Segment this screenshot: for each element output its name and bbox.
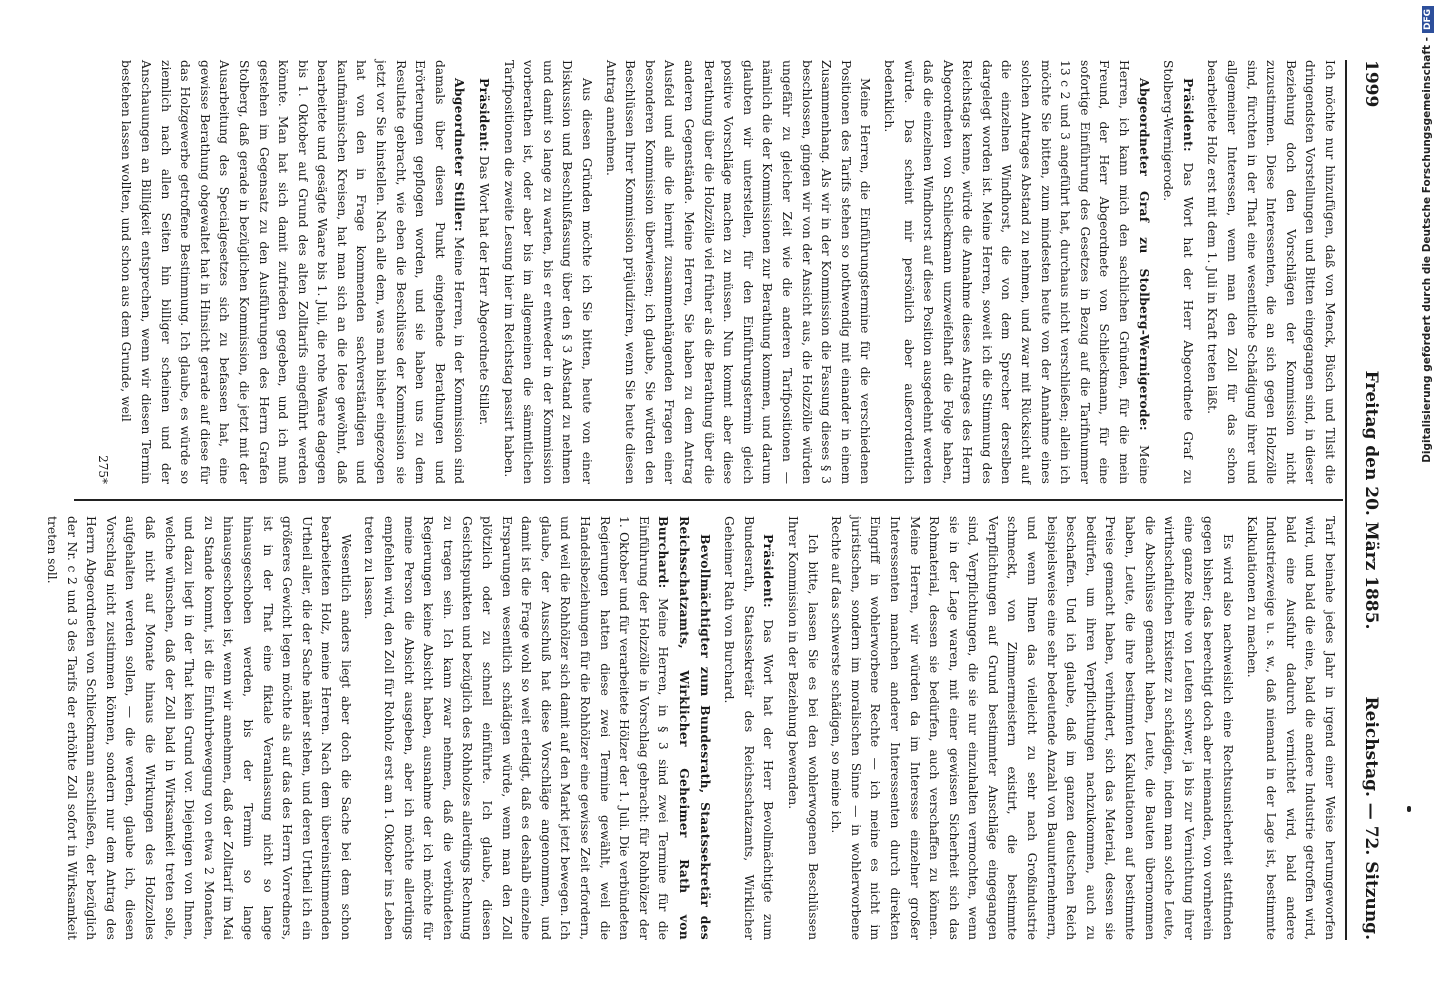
text-paragraph: Meine Herren, die Einführungstermine für die verschiedenen Positionen des Tarifs stehen so nothwendig mit einander in einem Zusammenhang. Als wir in der Kommission die Fassung dieses § 3 beschlossen, gingen wir von der Ansicht aus, die Holzzölle würden ungefähr zu gleicher Zeit wie die anderen Tarifpositionen — nämlich die der Kommissionen zur Berathung kommen, und darum glaubten wir unterstellen, für den Einführungstermin gleich positive Vorschläge machen zu müssen. Nun kommt aber diese Berathung über die Holzzölle viel früher als die Berathung über die anderen Gegenstände. Meine Herren, Sie haben zu dem Antrag Ausfeld und alle die hiermit zusammenhängenden Fragen einer besonderen Kommission überwiesen; ich glaube, Sie würden den Beschlüssen Ihrer Kommission präjudiziren, wenn Sie heute diesen Antrag annehmen.	[603, 60, 873, 484]
digitization-credit	[1421, 6, 1433, 996]
text-paragraph: Es wird also nachweislich eine Rechtsunsicherheit stattfinden gegen bisher; das berechtigt doch aber niemanden, von vornherein eine ganze Reihe von Leuten schwer, ja bis zur Vernichtung ihrer wirthschaftlichen Existenz zu schädigen, indem man solche Leute, die Abschlüsse gemacht haben, Leute, die Bauten übernommen haben, Leute, die ihre bestimmten Kalkulationen auf bestimmte Preise gemacht haben, verhindert, sich das Material, dessen sie bedürfen, um ihren Verpflichtungen nachzukommen, auch zu beschaffen. Und ich glaube, daß im ganzen deutschen Reich beispielsweise eine sehr bedeutende Anzahl von Bauunternehmern, und wenn Ihnen das vielleicht zu sehr nach Großindustrie schmeckt, von Zimmermeistern existirt, die bestimmte Verpflichtungen auf Grund bestimmter Anschläge eingegangen sind, Verpflichtungen, die sie nur einzuhalten vermochten, wenn sie in der Lage waren, mit einer gewissen Sicherheit sich das Rohmaterial, dessen sie bedürfen, auch verschaffen zu können. Meine Herren, wir würden da im Interesse einzelner großer Interessenten manchen anderer Interessenten durch direkten Eingriff in wohlerworbene Rechte — ich meine es nicht im juristischen, sondern im moralischen Sinne — in wohlerworbene Rechte auf das schwerste schädigen, so meine ich.	[829, 516, 1236, 940]
text-column-right	[45, 516, 1339, 940]
speaker-name: Abgeordneter Graf zu Stolberg-Wernigerode:	[1136, 78, 1152, 431]
speech-text: Meine Herren, ich kann mich den sachlichen Gründen, für die mein Freund, der Herr Abgeordnete von Schlieckmann, für eine sofortige Einführung des Gesetzes in Bezug auf die Tarifnummer 13 c 2 und 3 angeführt hat, durchaus nicht verschließen; allein ich möchte Sie bitten, zum mindesten heute von der Annahme eines solchen Antrages Abstand zu nehmen, und zwar mit Rücksicht auf die einzelnen Windhorst, die von dem Sprecher derselben dargelegt worden ist. Meine Herren, soweit ich die Stimmung des Reichstags kenne, würde die Annahme dieses Antrages des Herrn Abgeordneten von Schlieckmann unzweifelhaft die Folge haben, daß die einzelnen Windhorst auf diese Position ausgedehnt werden würde. Das scheint mir persönlich aber außerordentlich bedenklich.	[881, 60, 1151, 484]
speaker-name: Präsident:	[761, 534, 777, 608]
scan-speck	[1407, 806, 1411, 812]
speech-text: Das Wort hat der Herr Bevollmächtigte zum Bundesrath, Staatssekretär des Reichsschatzamts, Wirklicher Geheimer Rath von Burchard.	[722, 516, 776, 940]
credit-text: Digitalisierung gefördert durch die Deutsche Forschungsgemeinschaft -	[1421, 37, 1433, 463]
speech-text: Meine Herren, in § 3 sind zwei Termine für die Einführung der Holzzölle in Vorschlag gebracht: für Rohhölzer der 1. Oktober und für verarbeitete Hölzer der 1. Juli. Die verbündeten Regierungen hatten diese zwei Termine gewählt, weil die Handelsbeziehungen für die Rohhölzer eine gewisse Zeit erfordern, und weil die Rohhölzer sich damit auf den Markt jetzt bewegen. Ich glaube, der Ausschuß hat diese Vorschläge angenommen, und damit ist die Frage wohl so weit erledigt, daß es deshalb einzelne Ersparungen wesentlich schädigen würde, wenn man den Zoll plötzlich oder zu schnell einführte. Ich glaube, diesen Gesichtspunkten und bezüglich des Rohholzes allerdings Rechnung zu tragen sein. Ich kann zwar nehmen, daß die verbündeten Regierungen keine Absicht haben, ausnahme der ich möchte für meine Person die Absicht ausgeben, aber ich möchte allerdings empfehlen wird, den Zoll für Rohholz erst am 1. Oktober ins Leben treten zu lassen.	[362, 516, 671, 940]
speech-paragraph	[878, 60, 1153, 484]
sheet-signature: 275*	[95, 455, 110, 484]
speech-paragraph	[116, 60, 470, 484]
header-rule	[1345, 60, 1347, 940]
page-number: 1999	[1361, 60, 1381, 108]
column-divider	[74, 499, 1343, 501]
speaker-name: Präsident:	[1180, 78, 1196, 152]
speaker-name: Abgeordneter Stiller:	[452, 78, 468, 232]
speech-text: Meine Herren, in der Kommission sind damals über diesen Punkt eingehende Berathungen und Erörterungen gepflogen worden, und sie haben uns zu dem Resultate gebracht, wie eben die Beschlüsse der Kommission sie jetzt vor Sie hinstellen. Nach alle dem, was man bisher eingezogen hat von den in Frage kommenden sachverständigen und kaufmännischen Kreisen, hat man sich an die Idee gewöhnt, daß bearbeitete und gesägte Waare bis 1. Juli, die rohe Waare dagegen bis 1. Oktober auf Grund des alten Zolltarifs eingeführt werden könnte. Man hat sich damit zufrieden gegeben, und ich muß gestehen im Gegensatz zu den Ausführungen des Herrn Grafen Stolberg, daß gerade in bezüglichen Kommission, die jetzt mit der Ausarbeitung des Specialgesetzes sich zu befassen hat, eine gewisse Berathung obgewaltet hat in Hinsicht gerade auf diese für das Holzgewerbe getroffene Bestimmung. Ich glaube, es würde so ziemlich nach allen Seiten hin billiger scheinen und der Anschauungen an Billigkeit entsprechen, wenn wir diesen Termin bestehen lassen wollten, und schon aus dem Grunde, weil	[119, 60, 467, 484]
text-paragraph: Ich bitte, lassen Sie es bei den wohlerwogenen Beschlüssen Ihrer Kommission in der Beziehung bewenden.	[785, 516, 820, 940]
page-header	[1351, 60, 1385, 940]
page-date: Freitag den 20. März 1885.	[1361, 370, 1381, 630]
text-paragraph: Aus diesen Gründen möchte ich Sie bitten, heute von einer Diskussion und Beschlußfassung über den § 3 Abstand zu nehmen und damit so lange zu warten, bis er entweder in der Kommission vorberathen ist, oder aber bis im allgemeinen die sämmtlichen Tarifpositionen die zweite Lesung hier im Reichstag passirt haben.	[501, 60, 595, 484]
speech-text: Das Wort hat der Herr Abgeordnete Stiller.	[477, 155, 492, 426]
dfg-logo: DFG	[1422, 6, 1434, 33]
speech-text: Das Wort hat der Herr Abgeordnete Graf zu Stolberg-Wernigerode.	[1161, 60, 1195, 484]
speaker-name: Bevollmächtigter zum Bundesrath, Staatssekretär des Reichsschatzamts, Wirklicher Geheimer Rath von Burchard:	[656, 516, 713, 940]
text-column-left	[70, 60, 1339, 484]
speech-paragraph	[719, 516, 779, 940]
speaker-name: Präsident:	[477, 78, 493, 152]
text-paragraph: Tarif beinahe jedes Jahr in irgend einer Weise herumgeworfen wird, und bald die eine, bald die andere Industrie getroffen wird, bald eine Ausfuhr dadurch vernichtet wird, bald andere Industriezweige u. s. w., daß niemand in der Lage ist, bestimmte Kalkulationen zu machen.	[1244, 516, 1337, 940]
text-paragraph: Ich möchte nur hinzufügen, daß von Menck, Büsch und Tilsit die dringendsten Vorstellungen und Bitten eingegangen sind, in dieser Beziehung doch den Vorschlägen der Kommission nicht zuzustimmen. Diese Interessenten, die an sich gegen Holzzölle sind, fürchten in der That eine wesentliche Schädigung ihrer und allgemeiner Interessen, wenn man den Zoll für das schon bearbeitete Holz erst mit dem 1. Juli in Kraft treten läßt.	[1205, 60, 1337, 484]
speech-paragraph	[1158, 60, 1198, 484]
speech-paragraph	[359, 516, 715, 940]
text-paragraph: Wesentlich anders liegt aber doch die Sache bei dem schon bearbeiteten Holz, meine Herren. Nach dem übereinstimmenden Urtheil aller, die der Sache näher stehen, und deren Urtheil ich ein größeres Gewicht legen möchte als auf das des Herrn Vorredners, ist in der That eine fiktale Veranlassung nicht so lange hinausgeschoben werden, bis der Termin so lange hinausgeschoben ist, wenn wir annehmen, daß der Zolltarif im Mai zu Stande kommt, ist die Einfuhrbewegung von etwa 2 Monaten, und dazu liegt in der That kein Grund vor. Diejenigen von Ihnen, welche wünschen, daß der Zoll bald in Wirksamkeit treten solle, daß nicht auf Monate hinaus die Wirkungen des Holzzolles aufgehalten werden sollen, — die werden, glaube ich, diesen Vorschlag nicht zustimmen können, sondern nur dem Antrag des Herrn Abgeordneten von Schlieckmann anschließen, der bezüglich der Nr. c 2 und 3 des Tarifs der erhöhte Zoll sofort in Wirksamkeit treten soll.	[45, 516, 353, 940]
speech-paragraph	[473, 60, 494, 484]
session-title: Reichstag. — 72. Sitzung.	[1361, 696, 1381, 940]
rotated-page-body	[45, 30, 1395, 970]
